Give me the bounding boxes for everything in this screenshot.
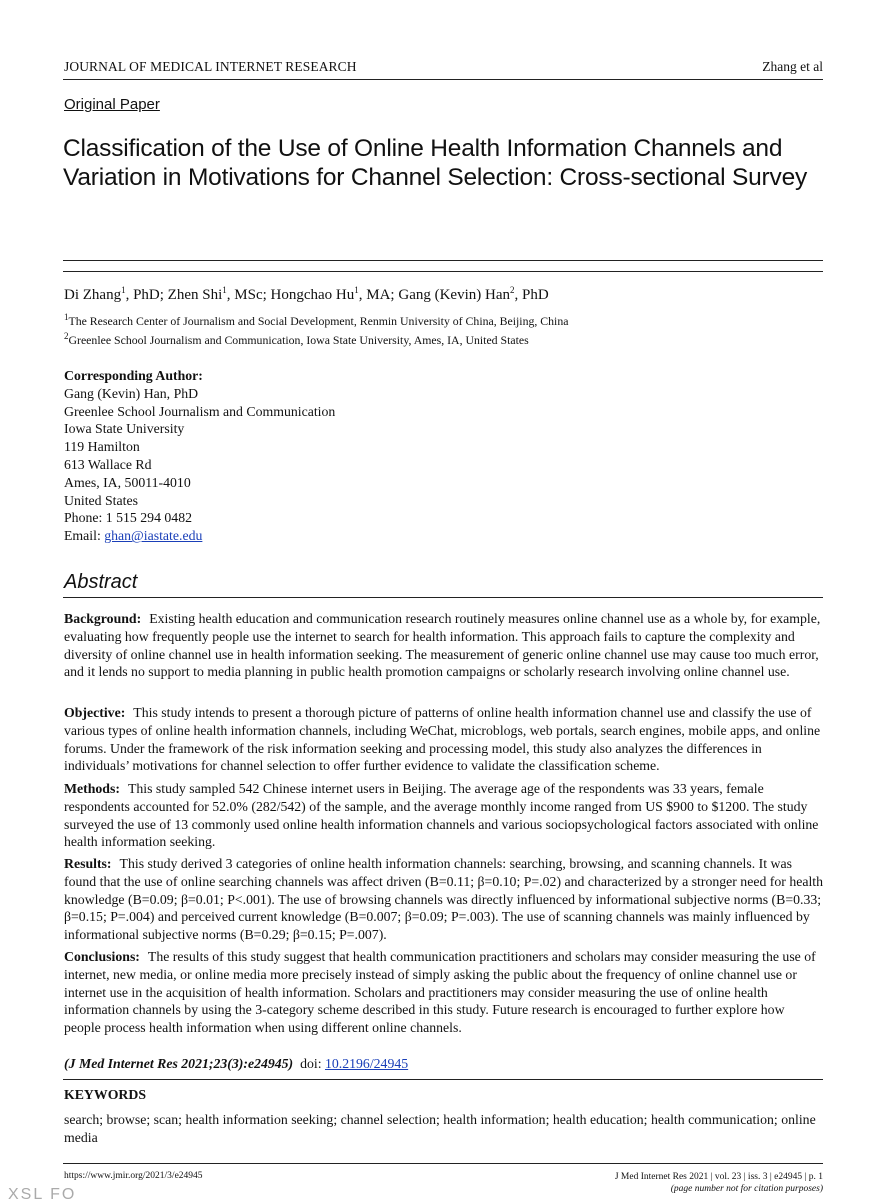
abstract-methods [64,780,824,851]
keywords-text: search; browse; scan; health information seeking; channel selection; health information; health education; health communication; online media [64,1112,816,1145]
abstract-objective [64,704,824,775]
author-name: Hongchao Hu [270,287,355,303]
keywords-heading: KEYWORDS [64,1087,147,1102]
results-text: This study derived 3 categories of online health information channels: searching, browsing, and scanning channels. It was found that the use of online searching channels was affect driven (B=0.11; β=0.10; P=.02) and characterized by a stronger need for health knowledge (B=0.09; β=0.01; P<.001). The use of browsing channels was directly influenced by informational subjective norms (B=0.33; β=0.15; P=.004) and perceived current knowledge (B=0.007; β=0.09; P=.003). The use of scanning channels was mainly influenced by informational subjective norms (B=0.29; β=0.15; P=.007). [64,856,824,943]
citation-line [64,1056,408,1072]
affiliation-text: The Research Center of Journalism and Social Development, Renmin University of China, Beijing, China [68,314,569,328]
corr-line: Phone: 1 515 294 0482 [64,510,193,526]
author-name: Gang (Kevin) Han [398,287,510,303]
doi-label: doi: [300,1056,322,1071]
email-link[interactable]: ghan@iastate.edu [104,528,203,544]
corr-email-line [64,527,335,545]
abstract-background [64,610,824,681]
results-label: Results: [64,856,112,871]
corresponding-author-block [64,367,335,545]
corner-watermark: XSL FO [8,1186,77,1203]
corr-line: United States [64,492,138,508]
keywords-rule [63,1079,823,1080]
affiliation-text: Greenlee School Journalism and Communication, Iowa State University, Ames, IA, United States [68,333,529,347]
corr-line: 613 Wallace Rd [64,456,152,472]
methods-text: This study sampled 542 Chinese internet users in Beijing. The average age of the respondents was 33 years, female respondents accounted for 52.0% (282/542) of the sample, and the average monthly income ranged from US $900 to $1200. The study surveyed the use of 13 commonly used online health information channels and various sociopsychological factors associated with online health information seeking. [64,781,819,850]
affiliation-sup: 2 [64,331,69,342]
author-affil-sup: 1 [354,285,359,295]
author-name: Zhen Shi [167,287,223,303]
article-type: Original Paper [64,96,160,113]
background-text: Existing health education and communication research routinely measures online channel use as a whole by, for example, evaluating how frequently people use the internet to search for health information. This approach fails to capture the complexity and diversity of online channel use in health information seeking. The measurement of generic online channel use may cause too much error, and it lends no support to media planning in public health promotion campaigns or scholarly research involving online channel use. [64,611,821,680]
footer-rule [63,1163,823,1164]
title-rule-top [63,260,823,261]
conclusions-label: Conclusions: [64,949,140,964]
abstract-heading: Abstract [64,571,138,593]
article-title: Classification of the Use of Online Health Information Channels and Variation in Motivations for Channel Selection: Cross-sectional Survey [63,135,808,191]
footer-note: (page number not for citation purposes) [670,1184,823,1194]
footer-issue-block [615,1171,823,1195]
title-rule-bottom [63,271,823,272]
author-affil-sup: 2 [510,285,515,295]
abstract-rule [63,597,823,598]
affiliation-sup: 1 [64,312,69,323]
corr-line: Ames, IA, 50011-4010 [64,474,191,490]
author-degree: , PhD; [125,287,168,303]
corr-line: Gang (Kevin) Han, PhD [64,385,199,401]
corr-line: Greenlee School Journalism and Communication [64,403,336,419]
running-author: Zhang et al [762,59,823,74]
corr-line: Iowa State University [64,421,185,437]
author-name: Di Zhang [64,287,122,303]
author-affil-sup: 1 [222,285,227,295]
journal-name: JOURNAL OF MEDICAL INTERNET RESEARCH [64,59,357,74]
author-list [64,287,549,304]
affiliation-1 [64,314,568,329]
footer-url: https://www.jmir.org/2021/3/e24945 [64,1171,203,1181]
citation-ref: (J Med Internet Res 2021;23(3):e24945) [64,1056,294,1071]
corresponding-label: Corresponding Author: [64,368,203,383]
author-affil-sup: 1 [121,285,126,295]
objective-text: This study intends to present a thorough picture of patterns of online health information channel use and classify the use of various types of online health information channels, including WeChat, microblogs, web portals, search engines, mobile apps, and online forums. Under the framework of the risk information seeking and processing model, this study also analyzes the differences in individuals’ motivations for channel selection to offer further evidence to validate the classification scheme. [64,705,821,774]
footer-issue: J Med Internet Res 2021 | vol. 23 | iss. 3 | e24945 | p. 1 [614,1172,823,1182]
author-degree: , MSc; [226,287,271,303]
header-rule [63,79,823,80]
methods-label: Methods: [64,781,120,796]
abstract-results [64,855,824,944]
conclusions-text: The results of this study suggest that health communication practitioners and scholars may consider measuring the use of internet, new media, or online media more precisely instead of simply asking the public about the frequency of online channel use or internet use in the acquisition of health information. Scholars and practitioners may consider measuring the use of online health information channels by using the 3-category scheme described in this study. Future research is encouraged to further explore how people process health information when using different online channels. [64,949,816,1036]
objective-label: Objective: [64,705,126,720]
author-degree: , PhD [514,287,549,303]
abstract-conclusions [64,948,824,1037]
corr-line: 119 Hamilton [64,439,140,455]
doi-link[interactable]: 10.2196/24945 [324,1056,409,1071]
email-label: Email: [64,528,105,544]
affiliation-2 [64,333,529,348]
background-label: Background: [64,611,142,626]
author-degree: , MA; [358,287,399,303]
